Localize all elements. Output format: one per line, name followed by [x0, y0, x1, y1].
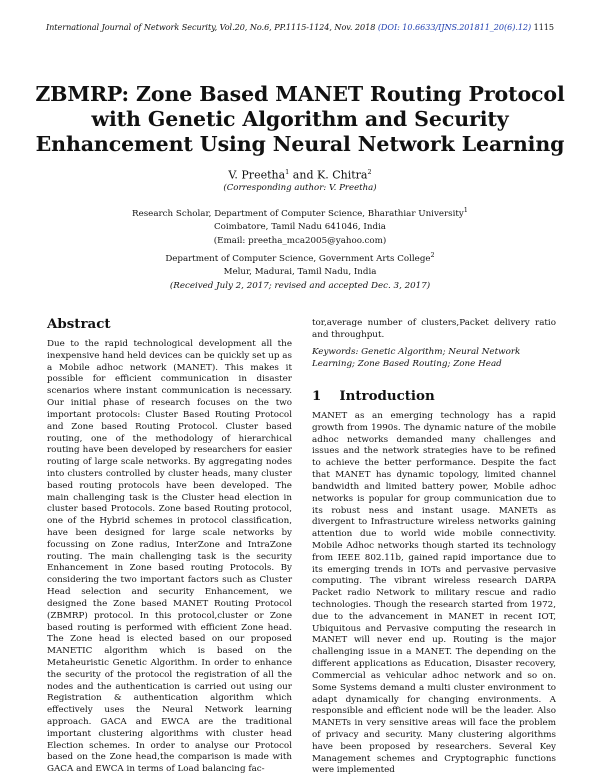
affiliation-line-4: Department of Computer Science, Government Arts College$^2$ [165, 250, 435, 264]
author-1: V. Preetha [228, 168, 286, 182]
affiliation-line-2: Coimbatore, Tamil Nadu 641046, India [214, 222, 386, 233]
author-2: K. Chitra [316, 168, 368, 182]
abstract-text-part1: Due to the rapid technological development all the inexpensive hand held devices can be quickly set up as a Mobile adhoc network (MANET). This makes it possible for efficient communication in disaster scenarios where instant communication is necessary. Our initial phase of research focuses on the two important protocols: Cluster Based Routing Protocol and Zone based Routing Protocol. Cluster based routing, one of the methodology of hierarchical routing have been developed by researchers for easier routing of large scale networks. By aggregating nodes into clusters controlled by cluster heads, many cluster based routing protocols have been developed. The main challenging task is the Cluster head election in cluster based Protocols. Zone based Routing protocol, one of the Hybrid schemes in protocol classification, have been designed for large scale networks by focussing on Zone radius, InterZone and IntraZone routing. The main challenging task is the security Enhancement in Zone based routing Protocols. By considering the two important factors such as Cluster Head selection and security Enhancement, we designed the Zone based MANET Routing Protocol (ZBMRP) protocol. In this protocol,cluster or Zone based routing is performed with efficient Zone head. The Zone head is elected based on our proposed MANETIC algorithm which is based on the Metaheuristic Genetic Algorithm. In order to enhance the security of the protocol the registration of all the nodes and the authentication is carried out using our Registration & authentication algorithm which effectively uses the Neural Network learning approach. GACA and EWCA are the traditional important clustering algorithms with cluster head Election schemes. In order to analyse our Protocol based on the Zone head,the comparison is made with GACA and EWCA in terms of Load balancing fac- [47, 339, 292, 775]
affiliation-line-1: Research Scholar, Department of Computer Science, Bharathiar University$^1$ [132, 206, 468, 219]
author-email: (Email: preetha_mca2005@yahoo.com) [213, 236, 387, 247]
affiliations [0, 204, 600, 293]
introduction-body: MANET as an emerging technology has a rapid growth from 1990s. The dynamic nature of the mobile adhoc networks demanded many challenges and issues and the network strategies have to be refined to achieve the better performance. Despite the fact that MANET has dynamic topology, limited channel bandwidth and limited battery power, Mobile adhoc networks is popular for group communication due to its robust ness and instant usage. MANETs as divergent to Infrastructure wireless networks gaining attention due to world wide mobile connectivity. Mobile Adhoc networks though started its technology from IEEE 802.11b, gained rapid importance due to its emerging trends in IOTs and pervasive pervasive computing. The vibrant wireless research DARPA Packet radio Network to military rescue and radio technologies. Though the research started from 1972, due to the advancement in MANET in recent IOT, Ubiquitous and Pervasive computing the research in MANET will never end up. Routing is the major challenging issue in a MANET. The depending on the different applications as Education, Disaster recovery, Commercial as vehicular adhoc network and so on. Some Systems demand a multi cluster environment to adapt dynamically for changing environments. A responsible and efficient node will be the leader. Also MANETs in very sensitive areas will face the problem of privacy and security. Many clustering algorithms have been proposed by researchers. Several Key Management schemes and Cryptographic functions were implemented [312, 411, 556, 776]
introduction-heading [312, 388, 435, 404]
author-2-sup: 2 [367, 168, 372, 176]
author-conjunction: and [292, 168, 314, 182]
author-line [0, 168, 600, 182]
running-header [46, 22, 554, 32]
keywords: Keywords: Genetic Algorithm; Neural Network Learning; Zone Based Routing; Zone Head [312, 347, 521, 369]
section-title: Introduction [339, 388, 435, 404]
corresponding-author: (Corresponding author: V. Preetha) [223, 183, 377, 193]
paper-title: ZBMRP: Zone Based MANET Routing Protocol with Genetic Algorithm and Security Enhancement Using Neural Network Learning [35, 82, 565, 156]
abstract-column-right [312, 318, 556, 342]
affiliation-line-5: Melur, Madurai, Tamil Nadu, India [223, 267, 377, 278]
page-number: 1115 [533, 22, 554, 32]
abstract-text-part2: tor,average number of clusters,Packet delivery ratio and throughput. [312, 318, 556, 340]
doi-link[interactable]: (DOI: 10.6633/IJNS.201811_20(6).12) [377, 22, 532, 32]
author-1-sup: 1 [285, 168, 290, 176]
section-number: 1 [312, 388, 322, 404]
abstract-column-left [47, 339, 292, 776]
abstract-heading: Abstract [47, 316, 111, 332]
received-dates: (Received July 2, 2017; revised and accepted Dec. 3, 2017) [169, 280, 431, 291]
journal-citation: International Journal of Network Security, Vol.20, No.6, PP.1115-1124, Nov. 2018 [46, 22, 376, 32]
